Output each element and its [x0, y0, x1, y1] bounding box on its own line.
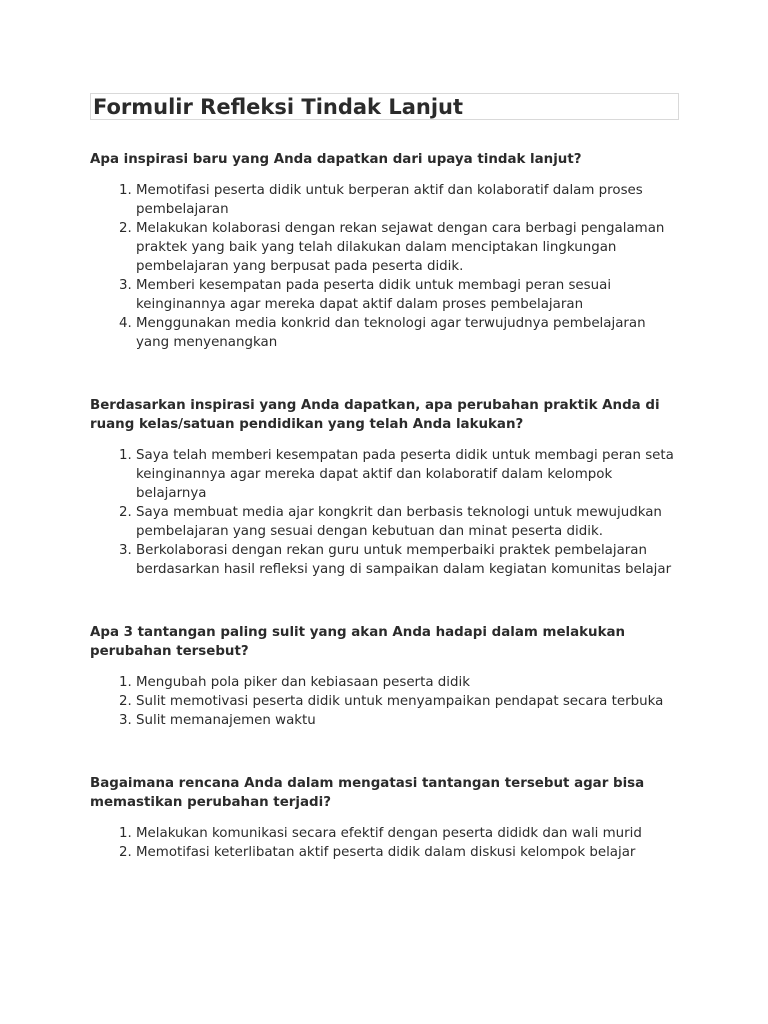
list-item: 2. Memotifasi keterlibatan aktif peserta didik dalam diskusi kelompok belajar: [136, 843, 679, 862]
list-item: 3. Berkolaborasi dengan rekan guru untuk memperbaiki praktek pembelajaran berdasarkan hasil refleksi yang di sampaikan dalam kegiatan komunitas belajar: [136, 541, 679, 579]
section-inspiration: [90, 150, 679, 352]
list-item: 1. Mengubah pola piker dan kebiasaan peserta didik: [136, 673, 679, 692]
page-title: Formulir Refleksi Tindak Lanjut: [93, 95, 464, 119]
list-item: 4. Menggunakan media konkrid dan teknologi agar terwujudnya pembelajaran yang menyenangkan: [136, 314, 679, 352]
list-item: 1. Melakukan komunikasi secara efektif dengan peserta dididk dan wali murid: [136, 824, 679, 843]
question-heading: Apa inspirasi baru yang Anda dapatkan dari upaya tindak lanjut?: [90, 152, 582, 167]
question-heading: Berdasarkan inspirasi yang Anda dapatkan, apa perubahan praktik Anda di ruang kelas/satuan pendidikan yang telah Anda lakukan?: [90, 398, 660, 432]
question-heading: Apa 3 tantangan paling sulit yang akan Anda hadapi dalam melakukan perubahan tersebut?: [90, 625, 626, 659]
answer-list: [90, 446, 679, 579]
list-item: 2. Melakukan kolaborasi dengan rekan sejawat dengan cara berbagi pengalaman praktek yang baik yang telah dilakukan dalam menciptakan lingkungan pembelajaran yang berpusat pada peserta didik.: [136, 219, 679, 276]
answer-list: [90, 673, 679, 730]
list-item: 3. Sulit memanajemen waktu: [136, 711, 679, 730]
title-box: [90, 93, 679, 120]
section-challenges: [90, 623, 679, 730]
document-page: [90, 93, 679, 862]
question-heading: Bagaimana rencana Anda dalam mengatasi tantangan tersebut agar bisa memastikan perubahan terjadi?: [90, 776, 645, 810]
answer-list: [90, 181, 679, 352]
section-plan: [90, 774, 679, 862]
list-item: 2. Sulit memotivasi peserta didik untuk menyampaikan pendapat secara terbuka: [136, 692, 679, 711]
list-item: 2. Saya membuat media ajar kongkrit dan berbasis teknologi untuk mewujudkan pembelajaran yang sesuai dengan kebutuan dan minat peserta didik.: [136, 503, 679, 541]
section-practice-change: [90, 396, 679, 579]
list-item: 1. Memotifasi peserta didik untuk berperan aktif dan kolaboratif dalam proses pembelajaran: [136, 181, 679, 219]
list-item: 1. Saya telah memberi kesempatan pada peserta didik untuk membagi peran seta keinginannya agar mereka dapat aktif dan kolaboratif dalam kelompok belajarnya: [136, 446, 679, 503]
list-item: 3. Memberi kesempatan pada peserta didik untuk membagi peran sesuai keinginannya agar mereka dapat aktif dalam proses pembelajaran: [136, 276, 679, 314]
answer-list: [90, 824, 679, 862]
